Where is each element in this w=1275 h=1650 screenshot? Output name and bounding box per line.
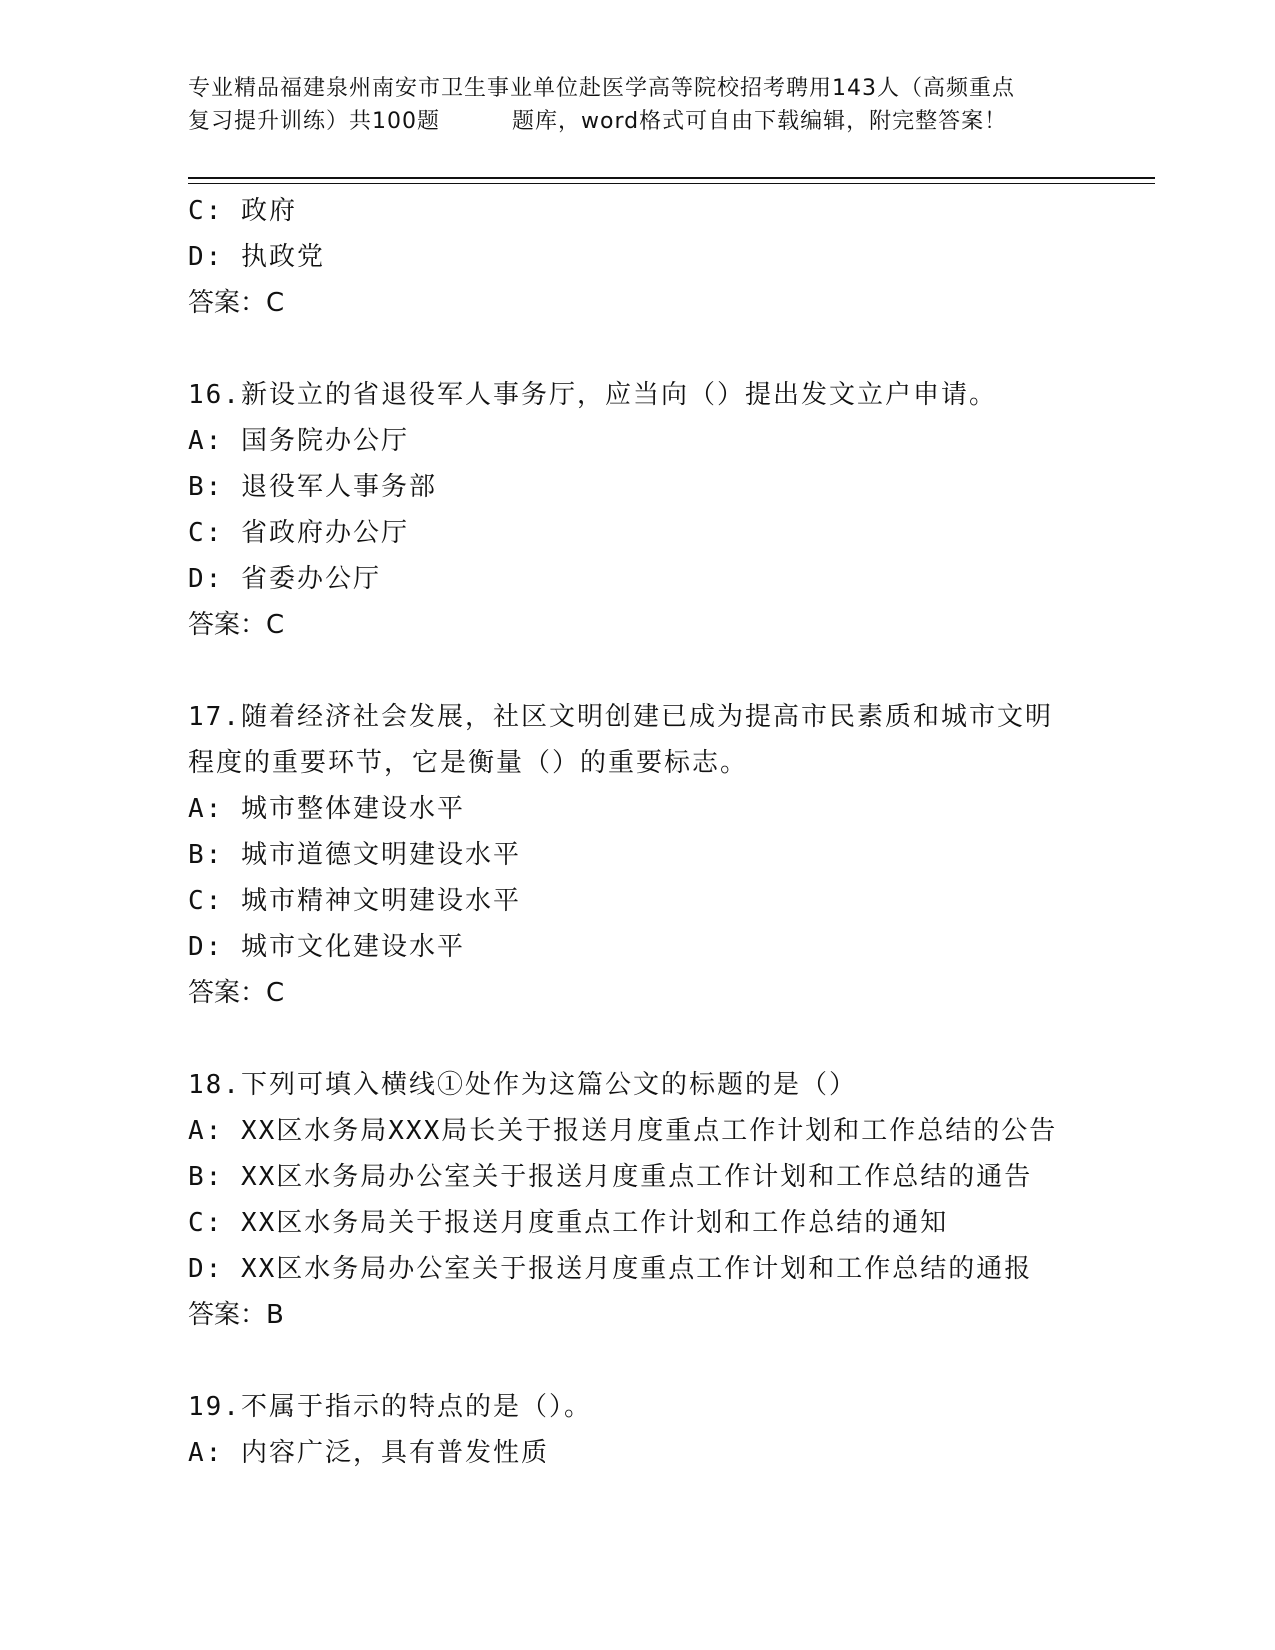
question-18-option-d: D: XX区水务局办公室关于报送月度重点工作计划和工作总结的通报 [188,1254,1033,1284]
question-18-option-c: C: XX区水务局关于报送月度重点工作计划和工作总结的通知 [188,1208,949,1238]
question-17-answer: 答案：C [188,978,285,1008]
question-19-option-a: A: 内容广泛，具有普发性质 [188,1438,549,1468]
question-16-option-a: A: 国务院办公厅 [188,426,409,456]
question-17 [188,694,1088,1016]
question-17-option-a: A: 城市整体建设水平 [188,794,465,824]
question-17-text-line-1: 17.随着经济社会发展，社区文明创建已成为提高市民素质和城市文明 [188,702,1053,732]
question-list [188,188,1088,1476]
header-line-1: 专业精品福建泉州南安市卫生事业单位赴医学高等院校招考聘用143人（高频重点 [188,76,1015,101]
question-18-option-a: A: XX区水务局XXX局长关于报送月度重点工作计划和工作总结的公告 [188,1116,1058,1146]
question-15 [188,188,1088,326]
question-18-text: 18.下列可填入横线①处作为这篇公文的标题的是（） [188,1070,857,1100]
question-15-option-d: D: 执政党 [188,242,325,272]
header-line-2-part-2: 题库，word格式可自由下载编辑，附完整答案！ [512,109,1008,134]
question-18 [188,1062,1088,1338]
header-rule-thin [188,183,1155,184]
question-16-option-c: C: 省政府办公厅 [188,518,409,548]
question-19 [188,1384,1088,1476]
question-19-text: 19.不属于指示的特点的是（）。 [188,1392,592,1422]
question-16 [188,372,1088,648]
question-17-option-c: C: 城市精神文明建设水平 [188,886,521,916]
spacer [188,1016,1088,1062]
spacer [188,648,1088,694]
header-line-2 [188,105,1088,138]
header-line-2-part-1: 复习提升训练）共100题 [188,109,440,134]
question-16-option-b: B: 退役军人事务部 [188,472,437,502]
spacer [188,326,1088,372]
spacer [188,1338,1088,1384]
question-16-option-d: D: 省委办公厅 [188,564,381,594]
question-17-text-line-2: 程度的重要环节，它是衡量（）的重要标志。 [188,748,749,778]
question-16-answer: 答案：C [188,610,285,640]
question-17-option-d: D: 城市文化建设水平 [188,932,465,962]
question-18-answer: 答案：B [188,1300,284,1330]
page-header [188,72,1088,138]
question-17-option-b: B: 城市道德文明建设水平 [188,840,521,870]
header-rule-thick [188,177,1155,179]
question-16-text: 16.新设立的省退役军人事务厅，应当向（）提出发文立户申请。 [188,380,997,410]
question-15-answer: 答案：C [188,288,285,318]
question-18-option-b: B: XX区水务局办公室关于报送月度重点工作计划和工作总结的通告 [188,1162,1033,1192]
question-15-option-c: C: 政府 [188,196,297,226]
